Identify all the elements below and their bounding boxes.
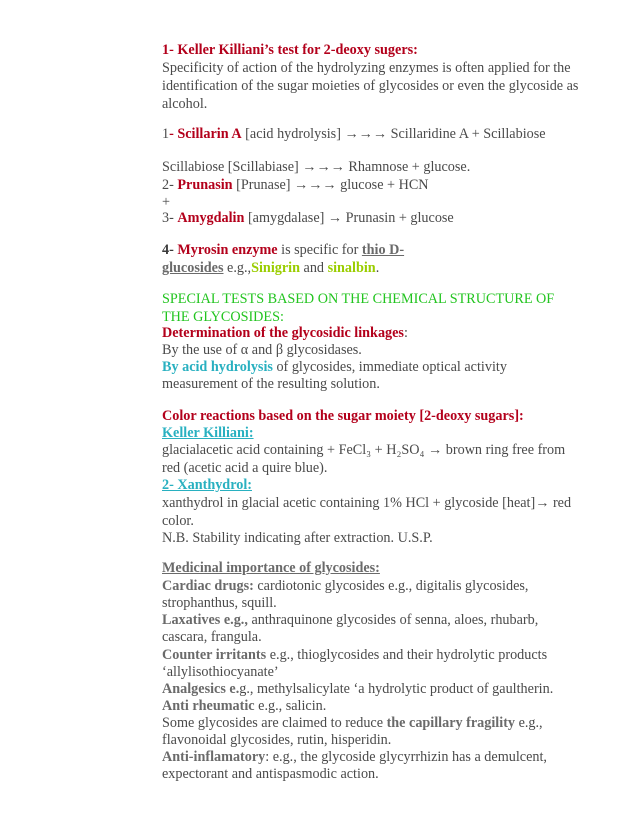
anti-rheumatic-label: Anti rheumatic: [162, 698, 255, 714]
paragraph-line: flavonoidal glycosides, rutin, hisperidin.: [162, 732, 392, 748]
paragraph-line: identification of the sugar moieties of glycosides or even the glycoside as: [162, 78, 579, 94]
cardiac-line: [162, 577, 528, 595]
sinalbin-label: sinalbin: [327, 260, 376, 276]
keller-killiani-label: Keller Killiani:: [162, 425, 254, 441]
text: e.g.,: [515, 715, 543, 731]
laxatives-label: Laxatives e.g.,: [162, 612, 248, 628]
compound-name: - Scillarin A: [169, 126, 242, 142]
glucosides-label: glucosides: [162, 260, 224, 276]
cardiac-label: Cardiac drugs:: [162, 578, 254, 594]
reaction-number: 2-: [162, 177, 178, 193]
linkage-title: Determination of the glycosidic linkages: [162, 325, 404, 341]
paragraph-line: Specificity of action of the hydrolyzing enzymes is often applied for the: [162, 60, 571, 76]
paragraph-line: red (acetic acid a quire blue).: [162, 460, 328, 476]
paragraph-line: glacialacetic acid containing + FeCl₃ + H₂SO₄ → brown ring free from: [162, 442, 566, 458]
compound-name: Prunasin: [177, 177, 233, 193]
anti-inflammatory-label: Anti-inflamatory: [162, 749, 266, 765]
text: e.g., salicin.: [254, 698, 327, 714]
paragraph-line: measurement of the resulting solution.: [162, 376, 380, 392]
reaction-number: 1: [162, 126, 170, 142]
text: e.g.,: [223, 260, 252, 276]
linkage-heading: [162, 324, 408, 342]
plus-sign: +: [162, 194, 171, 210]
text: e.g., thioglycosides and their hydrolytic products: [266, 647, 548, 663]
reaction-number: 4-: [162, 242, 178, 258]
text: : e.g., the glycoside glycyrrhizin has a demulcent,: [265, 749, 547, 765]
counter-irritants-line: [162, 646, 547, 664]
reaction-text: [amygdalase] → Prunasin + glucose: [244, 210, 454, 226]
paragraph-line: xanthydrol in glacial acetic containing 1% HCl + glycoside [heat]→ red: [162, 495, 572, 511]
paragraph-line: alcohol.: [162, 96, 208, 112]
paragraph-line: N.B. Stability indicating after extraction. U.S.P.: [162, 530, 433, 546]
text: g., methylsalicylate ‘a hydrolytic product of gaultherin.: [239, 681, 554, 697]
special-tests-heading-1: SPECIAL TESTS BASED ON THE CHEMICAL STRUCTURE OF: [162, 291, 555, 307]
counter-irritants-label: Counter irritants: [162, 647, 267, 663]
anti-rheumatic-line: [162, 697, 326, 715]
reaction-text: [Prunase] →→→ glucose + HCN: [232, 177, 429, 193]
text: of glycosides, immediate optical activity: [272, 359, 507, 375]
xanthydrol-label: 2- Xanthydrol:: [162, 477, 252, 493]
paragraph-line: cascara, frangula.: [162, 629, 262, 645]
analgesics-line: [162, 680, 553, 698]
text: and: [299, 260, 328, 276]
color-reactions-heading: Color reactions based on the sugar moiety [2-deoxy sugars]:: [162, 408, 524, 424]
reaction-scillabiose: Scillabiose [Scillabiase] →→→ Rhamnose + glucose.: [162, 159, 471, 175]
capillary-fragility-label: the capillary fragility: [386, 715, 516, 731]
reaction-prunasin: [162, 176, 429, 194]
paragraph-line: expectorant and antispasmodic action.: [162, 766, 379, 782]
thio-label: thio D-: [361, 242, 405, 258]
section-title-keller: 1- Keller Killiani’s test for 2-deoxy sugers:: [162, 42, 418, 58]
text: anthraquinone glycosides of senna, aloes, rhubarb,: [247, 612, 539, 628]
capillary-line: [162, 714, 543, 732]
analgesics-label: Analgesics e.: [162, 681, 240, 697]
acid-hydrolysis-label: By acid hydrolysis: [162, 359, 273, 375]
compound-name: Amygdalin: [177, 210, 245, 226]
myrosin-line-1: [162, 241, 404, 259]
laxatives-line: [162, 611, 538, 629]
text: :: [403, 325, 408, 341]
medicinal-heading: Medicinal importance of glycosides:: [162, 560, 380, 576]
paragraph-line: strophanthus, squill.: [162, 595, 277, 611]
text: is specific for: [277, 242, 362, 258]
sinigrin-label: Sinigrin: [251, 260, 300, 276]
special-tests-heading-2: THE GLYCOSIDES:: [162, 309, 284, 325]
text: cardiotonic glycosides e.g., digitalis glycosides,: [253, 578, 529, 594]
paragraph-line: ‘allylisothiocyanate’: [162, 664, 279, 680]
text: .: [375, 260, 380, 276]
myrosin-line-2: [162, 259, 379, 277]
reaction-text: [acid hydrolysis] →→→ Scillaridine A + Scillabiose: [241, 126, 546, 142]
text: Some glycosides are claimed to reduce: [162, 715, 387, 731]
paragraph-line: color.: [162, 513, 194, 529]
anti-inflammatory-line: [162, 748, 547, 766]
acid-hydrolysis-line: [162, 358, 507, 376]
paragraph-line: By the use of α and β glycosidases.: [162, 342, 362, 358]
reaction-number: 3-: [162, 210, 178, 226]
compound-name: Myrosin enzyme: [177, 242, 278, 258]
reaction-amygdalin: [162, 209, 454, 227]
reaction-scillarin: [162, 125, 546, 143]
